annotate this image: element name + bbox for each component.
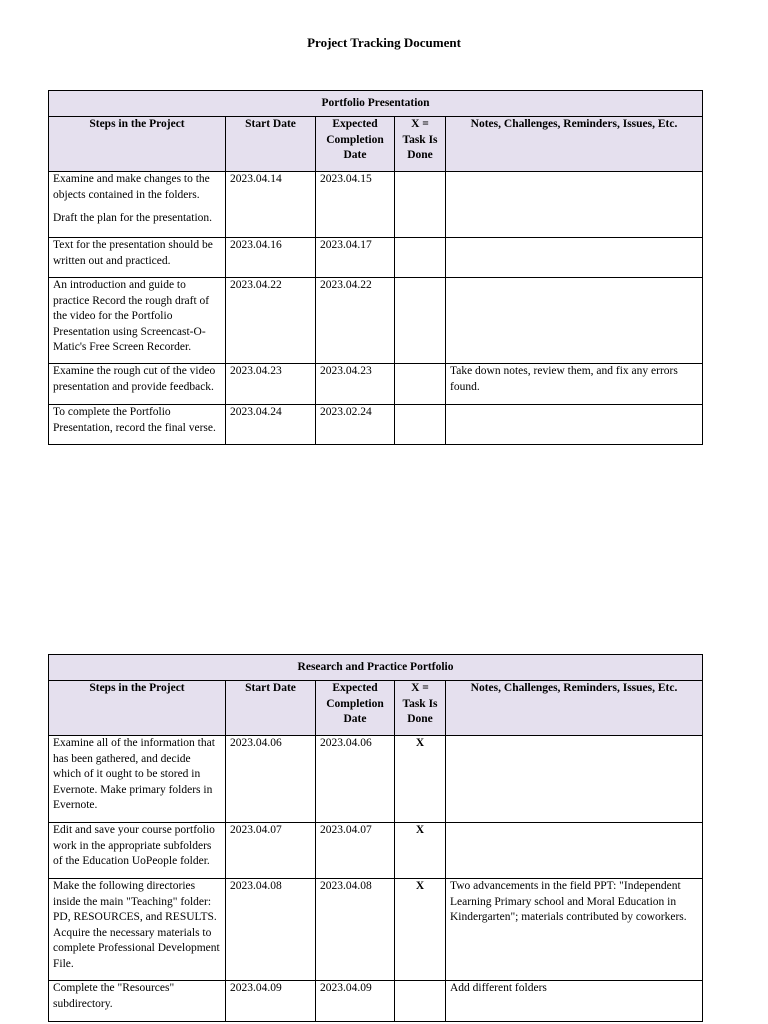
table-row bbox=[49, 823, 703, 879]
step-cell bbox=[49, 981, 226, 1022]
column-header-done: X = Task Is Done bbox=[395, 681, 446, 736]
expected-date-cell: 2023.04.08 bbox=[316, 879, 395, 981]
done-cell bbox=[395, 238, 446, 278]
table-caption: Research and Practice Portfolio bbox=[49, 655, 703, 681]
step-text: Text for the presentation should be written out and practiced. bbox=[53, 239, 213, 267]
expected-date-cell: 2023.04.09 bbox=[316, 981, 395, 1022]
start-date-cell: 2023.04.08 bbox=[226, 879, 316, 981]
start-date-cell: 2023.04.22 bbox=[226, 278, 316, 364]
step-cell bbox=[49, 736, 226, 823]
column-header-notes: Notes, Challenges, Reminders, Issues, Etc. bbox=[446, 681, 703, 736]
document-title: Project Tracking Document bbox=[307, 35, 461, 50]
step-text: Examine the rough cut of the video presentation and provide feedback. bbox=[53, 365, 216, 393]
table-row bbox=[49, 238, 703, 278]
start-date-cell: 2023.04.06 bbox=[226, 736, 316, 823]
expected-date-cell: 2023.04.06 bbox=[316, 736, 395, 823]
done-cell: X bbox=[395, 879, 446, 981]
table-row bbox=[49, 278, 703, 364]
column-header-steps: Steps in the Project bbox=[49, 681, 226, 736]
step-cell bbox=[49, 879, 226, 981]
start-date-cell: 2023.04.07 bbox=[226, 823, 316, 879]
expected-date-cell: 2023.04.15 bbox=[316, 172, 395, 238]
done-cell bbox=[395, 364, 446, 405]
notes-cell bbox=[446, 238, 703, 278]
column-header-steps: Steps in the Project bbox=[49, 117, 226, 172]
table-row bbox=[49, 981, 703, 1022]
start-date-cell: 2023.04.14 bbox=[226, 172, 316, 238]
step-cell bbox=[49, 823, 226, 879]
expected-date-cell: 2023.04.22 bbox=[316, 278, 395, 364]
done-cell: X bbox=[395, 736, 446, 823]
column-header-notes: Notes, Challenges, Reminders, Issues, Etc. bbox=[446, 117, 703, 172]
done-cell bbox=[395, 278, 446, 364]
step-text: To complete the Portfolio Presentation, record the final verse. bbox=[53, 406, 216, 434]
start-date-cell: 2023.04.09 bbox=[226, 981, 316, 1022]
step-text: Draft the plan for the presentation. bbox=[53, 212, 213, 224]
expected-date-cell: 2023.04.07 bbox=[316, 823, 395, 879]
column-header-start-date: Start Date bbox=[226, 681, 316, 736]
start-date-cell: 2023.04.24 bbox=[226, 405, 316, 445]
start-date-cell: 2023.04.16 bbox=[226, 238, 316, 278]
start-date-cell: 2023.04.23 bbox=[226, 364, 316, 405]
column-header-expected-date: Expected Completion Date bbox=[316, 117, 395, 172]
notes-cell: Add different folders bbox=[446, 981, 703, 1022]
step-cell bbox=[49, 238, 226, 278]
step-text: An introduction and guide to practice Record the rough draft of the video for the Portfolio Presentation using Screencast-O-Matic's Free Screen Recorder. bbox=[53, 279, 210, 353]
notes-cell: Two advancements in the field PPT: "Independent Learning Primary school and Moral Education in Kindergarten"; materials contributed by coworkers. bbox=[446, 879, 703, 981]
step-text: Examine and make changes to the objects contained in the folders. bbox=[53, 173, 210, 201]
column-header-expected-date: Expected Completion Date bbox=[316, 681, 395, 736]
done-cell bbox=[395, 172, 446, 238]
table-caption: Portfolio Presentation bbox=[49, 91, 703, 117]
step-text: Make the following directories inside the main "Teaching" folder: PD, RESOURCES, and RESULTS. Acquire the necessary materials to complete Professional Development File. bbox=[53, 880, 220, 970]
step-text: Complete the "Resources" subdirectory. bbox=[53, 982, 175, 1010]
step-text: Edit and save your course portfolio work in the appropriate subfolders of the Education UoPeople folder. bbox=[53, 824, 215, 867]
step-cell bbox=[49, 172, 226, 238]
table-row bbox=[49, 172, 703, 238]
column-header-start-date: Start Date bbox=[226, 117, 316, 172]
notes-cell bbox=[446, 823, 703, 879]
step-cell bbox=[49, 278, 226, 364]
portfolio-presentation-table bbox=[48, 90, 703, 445]
done-cell bbox=[395, 981, 446, 1022]
expected-date-cell: 2023.04.23 bbox=[316, 364, 395, 405]
step-text: Examine all of the information that has been gathered, and decide which of it ought to be stored in Evernote. Make primary folders in Evernote. bbox=[53, 737, 215, 811]
step-cell bbox=[49, 405, 226, 445]
notes-cell bbox=[446, 405, 703, 445]
notes-cell bbox=[446, 736, 703, 823]
notes-cell bbox=[446, 278, 703, 364]
done-cell bbox=[395, 405, 446, 445]
expected-date-cell: 2023.04.17 bbox=[316, 238, 395, 278]
step-cell bbox=[49, 364, 226, 405]
table-row bbox=[49, 364, 703, 405]
table-row bbox=[49, 736, 703, 823]
notes-cell: Take down notes, review them, and fix any errors found. bbox=[446, 364, 703, 405]
notes-cell bbox=[446, 172, 703, 238]
expected-date-cell: 2023.02.24 bbox=[316, 405, 395, 445]
column-header-done: X = Task Is Done bbox=[395, 117, 446, 172]
done-cell: X bbox=[395, 823, 446, 879]
research-practice-portfolio-table bbox=[48, 654, 703, 1022]
table-row bbox=[49, 405, 703, 445]
table-row bbox=[49, 879, 703, 981]
